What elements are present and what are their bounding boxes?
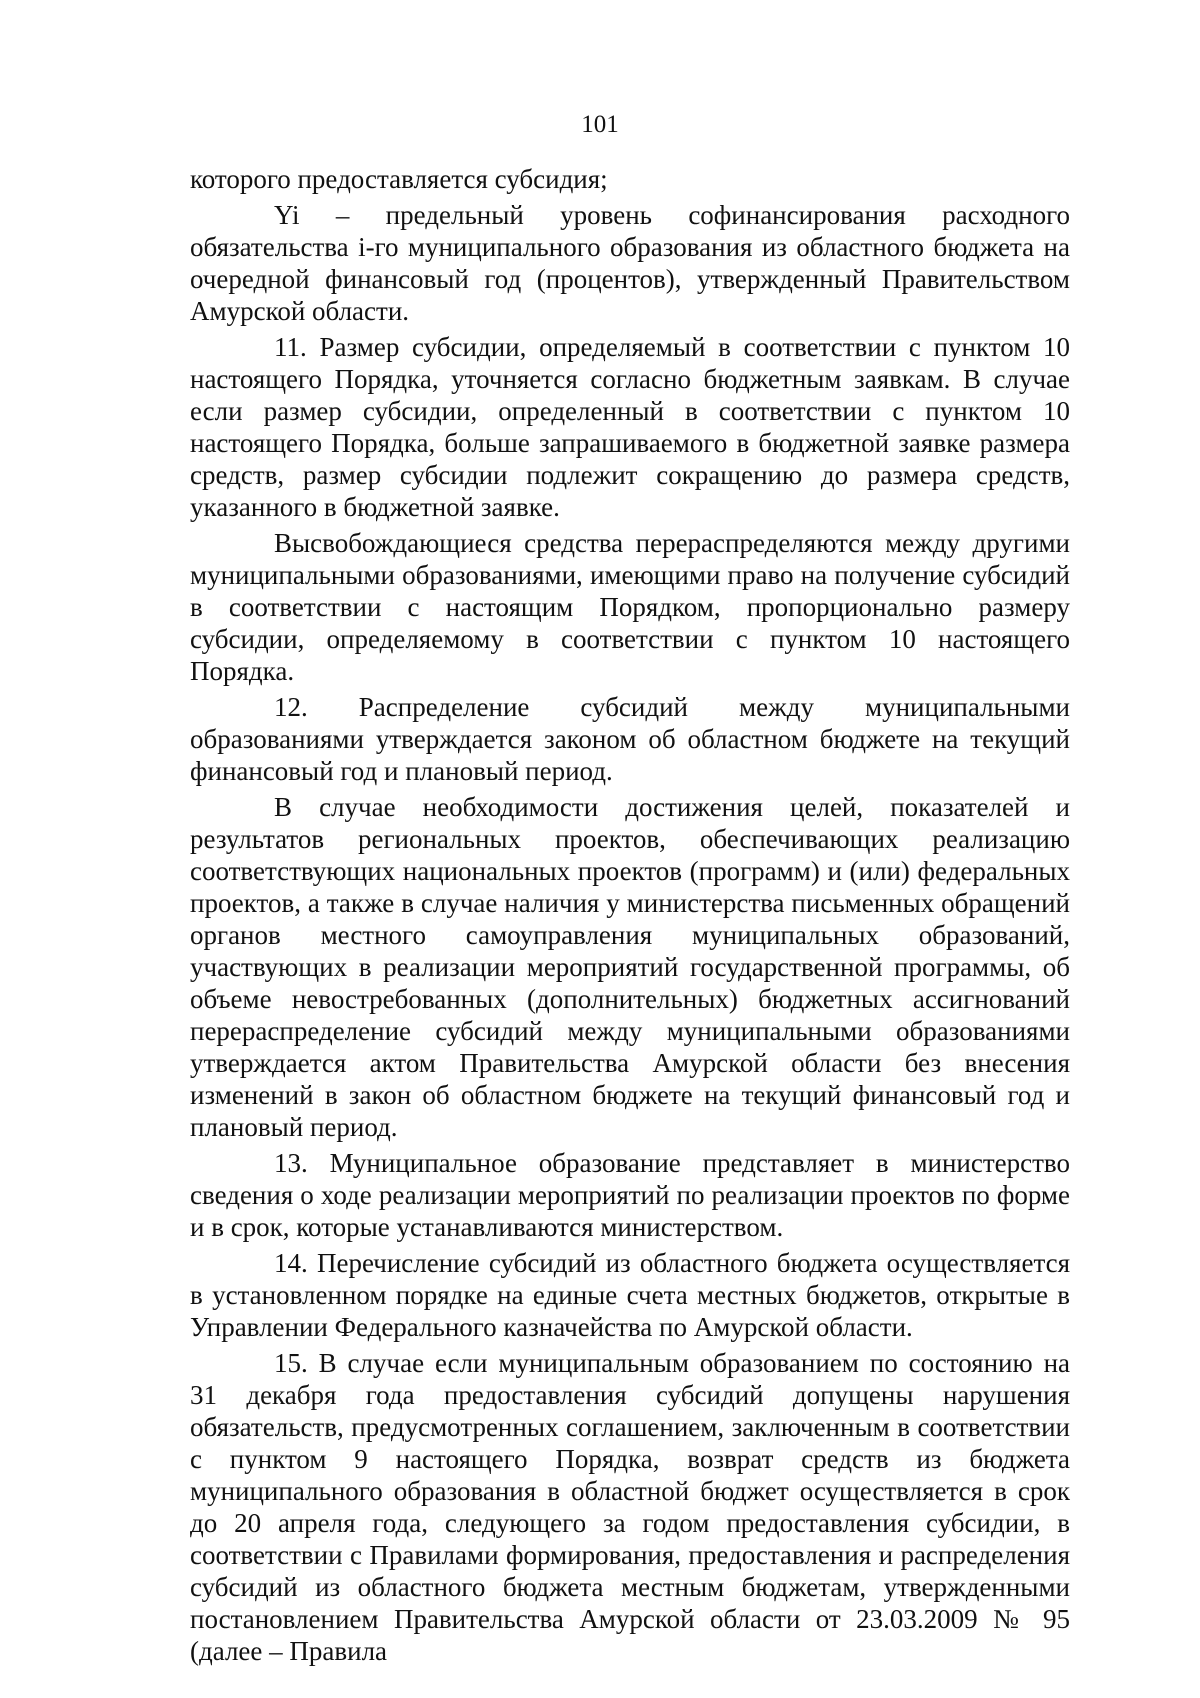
paragraph-clause-11: 11. Размер субсидии, определяемый в соответствии с пунктом 10 настоящего Порядка, уточняется согласно бюджетным заявкам. В случае если размер субсидии, определенный в соответствии с пунктом 10 настоящего Порядка, больше запрашиваемого в бюджетной заявке размера средств, размер субсидии подлежит сокращению до размера средств, указанного в бюджетной заявке. [190,332,1070,522]
paragraph-yi-definition: Yi – предельный уровень софинансирования расходного обязательства i-го муниципального образования из областного бюджета на очередной финансовый год (процентов), утвержденный Правительством Амурской области. [190,200,1070,326]
paragraph-redistribution: В случае необходимости достижения целей, показателей и результатов региональных проектов, обеспечивающих реализацию соответствующих национальных проектов (программ) и (или) федеральных проектов, а также в случае наличия у министерства письменных обращений органов местного самоуправления муниципальных образований, участвующих в реализации мероприятий государственной программы, об объеме невостребованных (дополнительных) бюджетных ассигнований перераспределение субсидий между муниципальными образованиями утверждается актом Правительства Амурской области без внесения изменений в закон об областном бюджете на текущий финансовый год и плановый период. [190,792,1070,1142]
paragraph-clause-12: 12. Распределение субсидий между муниципальными образованиями утверждается законом об областном бюджете на текущий финансовый год и плановый период. [190,692,1070,786]
page-number: 101 [581,111,619,138]
paragraph-clause-15: 15. В случае если муниципальным образованием по состоянию на 31 декабря года предоставления субсидий допущены нарушения обязательств, предусмотренных соглашением, заключенным в соответствии с пунктом 9 настоящего Порядка, возврат средств из бюджета муниципального образования в областной бюджет осуществляется в срок до 20 апреля года, следующего за годом предоставления субсидии, в соответствии с Правилами формирования, предоставления и распределения субсидий из областного бюджета местным бюджетам, утвержденными постановлением Правительства Амурской области от 23.03.2009 № 95 (далее – Правила [190,1348,1070,1666]
paragraph-clause-14: 14. Перечисление субсидий из областного бюджета осуществляется в установленном порядке на единые счета местных бюджетов, открытые в Управлении Федерального казначейства по Амурской области. [190,1248,1070,1342]
document-body [190,163,1070,1671]
paragraph-released-funds: Высвобождающиеся средства перераспределяются между другими муниципальными образованиями, имеющими право на получение субсидий в соответствии с настоящим Порядком, пропорционально размеру субсидии, определяемому в соответствии с пунктом 10 настоящего Порядка. [190,528,1070,686]
paragraph-continuation: которого предоставляется субсидия; [190,164,608,194]
paragraph-clause-13: 13. Муниципальное образование представляет в министерство сведения о ходе реализации мероприятий по реализации проектов по форме и в срок, которые устанавливаются министерством. [190,1148,1070,1242]
